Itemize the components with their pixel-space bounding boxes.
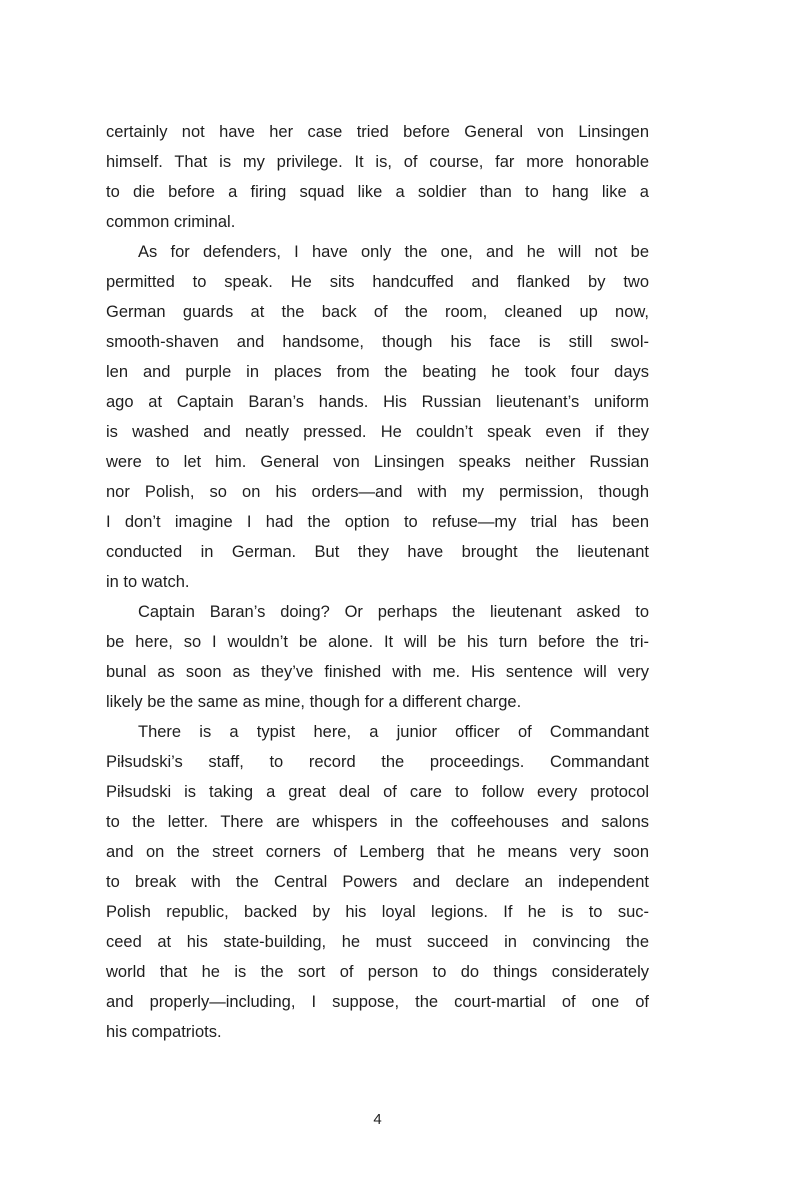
text-line: his compatriots. bbox=[106, 1023, 222, 1041]
paragraph bbox=[106, 237, 649, 597]
text-line: Polish republic, backed by his loyal legions. If he is to suc- bbox=[106, 903, 649, 921]
text-line: ceed at his state-building, he must succeed in convincing the bbox=[106, 933, 649, 951]
text-line: is washed and neatly pressed. He couldn’t speak even if they bbox=[106, 423, 649, 441]
text-line: As for defenders, I have only the one, and he will not be bbox=[138, 243, 649, 261]
text-line: permitted to speak. He sits handcuffed and flanked by two bbox=[106, 273, 649, 291]
text-line: be here, so I wouldn’t be alone. It will be his turn before the tri- bbox=[106, 633, 649, 651]
text-line: I don’t imagine I had the option to refuse—my trial has been bbox=[106, 513, 649, 531]
text-line: German guards at the back of the room, cleaned up now, bbox=[106, 303, 649, 321]
text-line: len and purple in places from the beating he took four days bbox=[106, 363, 649, 381]
text-line: to break with the Central Powers and declare an independent bbox=[106, 873, 649, 891]
text-line: and properly—including, I suppose, the court-martial of one of bbox=[106, 993, 649, 1011]
text-line: world that he is the sort of person to do things considerately bbox=[106, 963, 649, 981]
text-line: smooth-shaven and handsome, though his face is still swol- bbox=[106, 333, 649, 351]
text-line: in to watch. bbox=[106, 573, 190, 591]
paragraph bbox=[106, 717, 649, 1047]
text-line: common criminal. bbox=[106, 213, 236, 231]
page-number: 4 bbox=[373, 1111, 382, 1128]
text-line: and on the street corners of Lemberg that he means very soon bbox=[106, 843, 649, 861]
text-line: Captain Baran’s doing? Or perhaps the lieutenant asked to bbox=[138, 603, 649, 621]
text-line: likely be the same as mine, though for a different charge. bbox=[106, 693, 522, 711]
text-line: himself. That is my privilege. It is, of course, far more honorable bbox=[106, 153, 649, 171]
body-text bbox=[106, 117, 649, 1047]
text-line: certainly not have her case tried before General von Linsingen bbox=[106, 123, 649, 141]
text-line: There is a typist here, a junior officer of Commandant bbox=[138, 723, 649, 741]
paragraph bbox=[106, 117, 649, 237]
text-line: to die before a firing squad like a soldier than to hang like a bbox=[106, 183, 649, 201]
text-line: bunal as soon as they’ve finished with me. His sentence will very bbox=[106, 663, 649, 681]
text-line: nor Polish, so on his orders—and with my permission, though bbox=[106, 483, 649, 501]
text-line: ago at Captain Baran’s hands. His Russian lieutenant’s uniform bbox=[106, 393, 649, 411]
text-line: Piłsudski is taking a great deal of care to follow every protocol bbox=[106, 783, 649, 801]
text-line: conducted in German. But they have brought the lieutenant bbox=[106, 543, 649, 561]
text-line: were to let him. General von Linsingen speaks neither Russian bbox=[106, 453, 649, 471]
text-line: to the letter. There are whispers in the coffeehouses and salons bbox=[106, 813, 649, 831]
paragraph bbox=[106, 597, 649, 717]
text-line: Piłsudski’s staff, to record the proceedings. Commandant bbox=[106, 753, 649, 771]
